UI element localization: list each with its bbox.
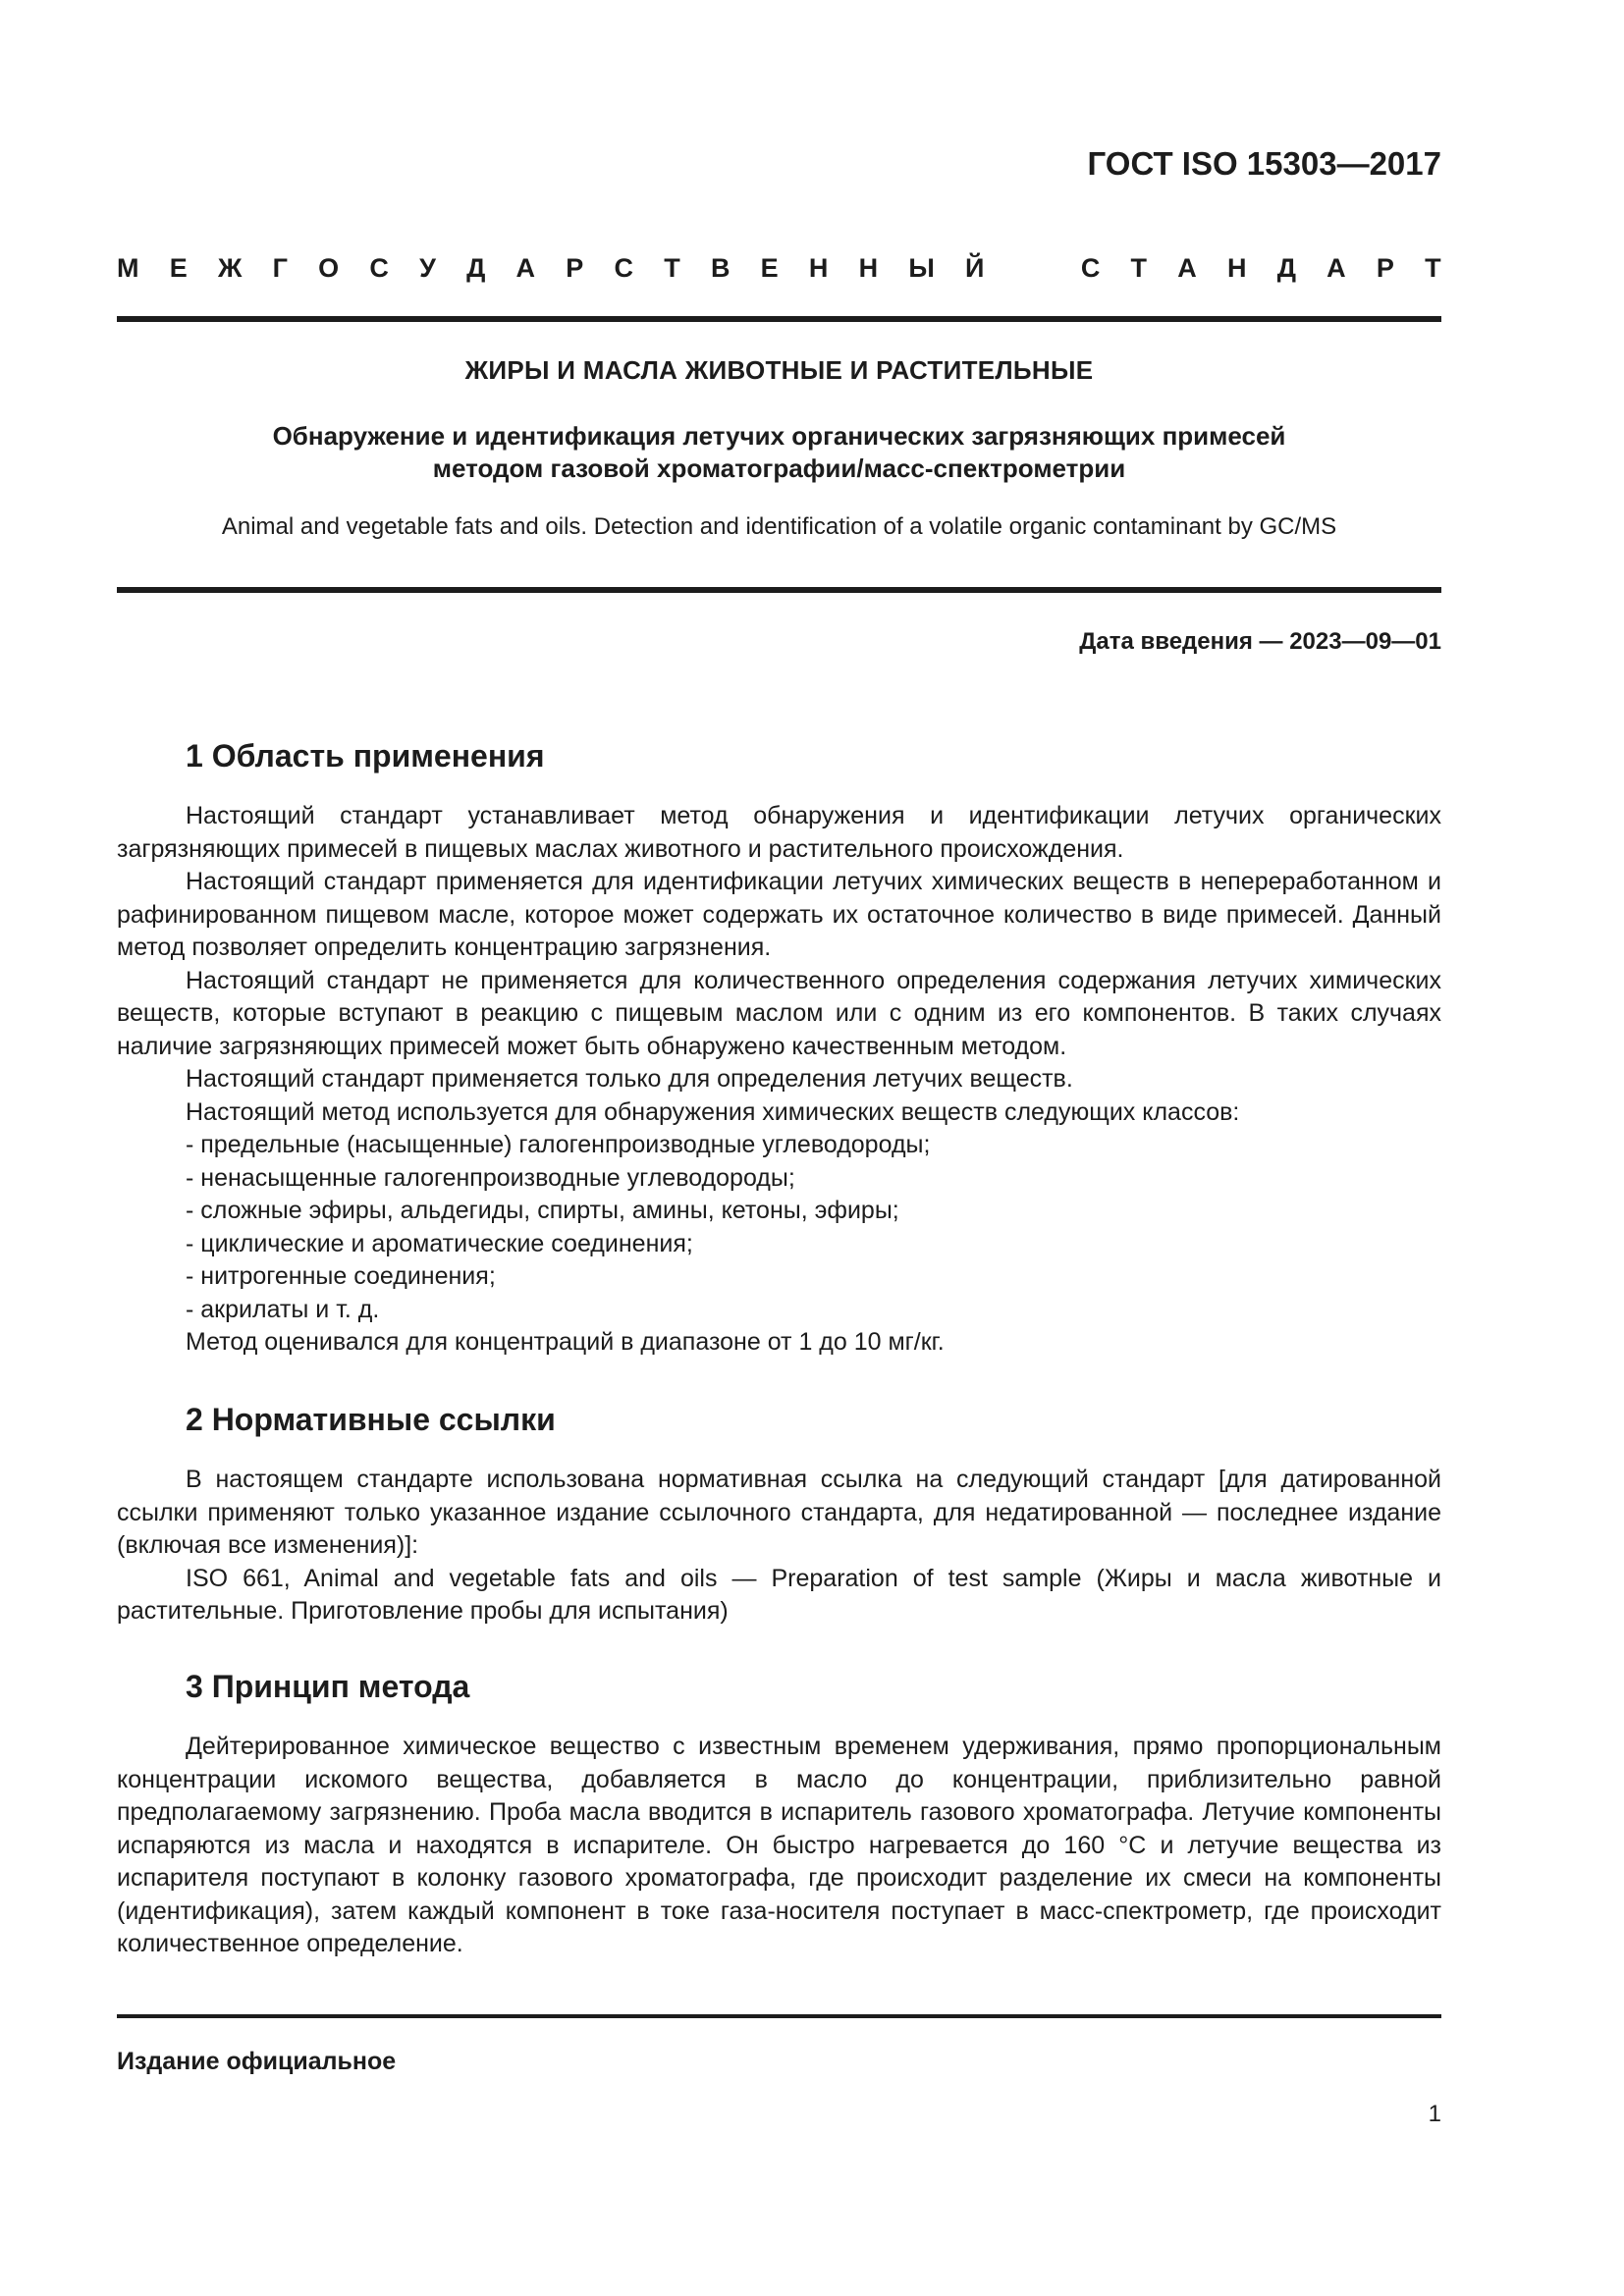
standard-type-letter: А xyxy=(515,253,536,283)
paragraph: Настоящий стандарт не применяется для количественного определения содержания летучих химических веществ, которые вступают в реакцию с пищевым маслом или с одним из его компонентов. В таких случаях наличие загрязняющих примесей может быть обнаружено качественным методом. xyxy=(117,966,1441,1060)
standard-type-letter: Т xyxy=(1130,253,1148,283)
standard-type-heading xyxy=(117,253,1441,284)
official-edition-label: Издание официальное xyxy=(117,2048,397,2075)
document-code: ГОСТ ISO 15303—2017 xyxy=(1087,145,1441,182)
section-3-heading: 3 Принцип метода xyxy=(186,1669,470,1704)
paragraph: Настоящий метод используется для обнаружения химических веществ следующих классов: xyxy=(186,1097,1240,1126)
paragraph: В настоящем стандарте использована нормативная ссылка на следующий стандарт [для датированной ссылки применяют только указанное издание ссылочного стандарта, для недатированной — последнее издание (включая все изменения)]: xyxy=(117,1466,1441,1559)
standard-type-letter: С xyxy=(1080,253,1101,283)
list-item: - сложные эфиры, альдегиды, спирты, амины, кетоны, эфиры; xyxy=(186,1197,899,1224)
standard-type-letter: Г xyxy=(272,253,288,283)
standard-type-letter: Й xyxy=(964,253,985,283)
standard-type-letter: А xyxy=(1177,253,1197,283)
list-item: - ненасыщенные галогенпроизводные углеводороды; xyxy=(186,1163,795,1192)
paragraph: Настоящий стандарт устанавливает метод обнаружения и идентификации летучих органических загрязняющих примесей в пищевых маслах животного и растительного происхождения. xyxy=(117,802,1441,863)
standard-type-letter: Ы xyxy=(908,253,935,283)
list-item: - предельные (насыщенные) галогенпроизводные углеводороды; xyxy=(186,1131,931,1158)
standard-type-letter: М xyxy=(117,253,139,283)
list-item: - нитрогенные соединения; xyxy=(186,1262,496,1290)
paragraph: Дейтерированное химическое вещество с известным временем удерживания, прямо пропорциональным концентрации искомого вещества, добавляется в масло до концентрации, приблизительно равной предполагаемому загрязнению. Проба масла вводится в испаритель газового хроматографа. Летучие компоненты испаряются из масла и находятся в испарителе. Он быстро нагревается до 160 °С и летучие вещества из испарителя поступают в колонку газового хроматографа, где происходит разделение их смеси на компоненты (идентификация), затем каждый компонент в токе газа-носителя поступает в масс-спектрометр, где происходит количественное определение. xyxy=(117,1733,1441,1957)
section-1-body xyxy=(117,800,1441,1360)
standard-type-letter: Н xyxy=(808,253,829,283)
list-item: - акрилаты и т. д. xyxy=(186,1295,380,1323)
standard-type-letter: Ж xyxy=(217,253,243,283)
page-number: 1 xyxy=(1428,2101,1441,2127)
standard-type-letter: Д xyxy=(466,253,486,283)
section-2-body xyxy=(117,1464,1441,1629)
standard-type-letter: В xyxy=(710,253,731,283)
subtitle-line: Обнаружение и идентификация летучих органических загрязняющих примесей xyxy=(272,421,1286,451)
standard-type-letter: О xyxy=(318,253,340,283)
subtitle-line: методом газовой хроматографии/масс-спектрометрии xyxy=(432,454,1126,483)
standard-type-letter: Д xyxy=(1276,253,1296,283)
introduction-date: Дата введения — 2023—09—01 xyxy=(1079,628,1441,655)
main-title: ЖИРЫ И МАСЛА ЖИВОТНЫЕ И РАСТИТЕЛЬНЫЕ xyxy=(464,355,1094,385)
standard-type-letter: С xyxy=(369,253,389,283)
paragraph: Настоящий стандарт применяется только для определения летучих веществ. xyxy=(186,1065,1073,1093)
standard-type-letter: Р xyxy=(1376,253,1394,283)
standard-type-letter: Н xyxy=(1226,253,1247,283)
standard-type-letter: Е xyxy=(760,253,779,283)
paragraph: ISO 661, Animal and vegetable fats and oils — Preparation of test sample (Жиры и масла животные и растительные. Приготовление пробы для испытания) xyxy=(117,1564,1441,1625)
section-1-heading: 1 Область применения xyxy=(186,738,545,774)
standard-type-letter: Н xyxy=(858,253,879,283)
subtitle xyxy=(117,420,1441,485)
list-item: - циклические и ароматические соединения; xyxy=(186,1229,693,1257)
standard-type-letter: Р xyxy=(566,253,584,283)
standard-type-letter: Т xyxy=(1425,253,1441,283)
standard-type-letter: С xyxy=(614,253,633,283)
footer-divider xyxy=(117,2014,1441,2018)
standard-type-letter: Е xyxy=(169,253,188,283)
standard-type-letter: А xyxy=(1326,253,1346,283)
standard-type-letter: Т xyxy=(664,253,680,283)
word-gap xyxy=(1015,253,1051,284)
english-title: Animal and vegetable fats and oils. Detection and identification of a volatile organic contaminant by GC/MS xyxy=(221,513,1337,540)
paragraph: Настоящий стандарт применяется для идентификации летучих химических веществ в непереработанном и рафинированном пищевом масле, которое может содержать их остаточное количество в виде примесей. Данный метод позволяет определить концентрацию загрязнения. xyxy=(117,868,1441,961)
paragraph: Метод оценивался для концентраций в диапазоне от 1 до 10 мг/кг. xyxy=(186,1328,945,1356)
header-divider xyxy=(117,316,1441,322)
section-3-body xyxy=(117,1731,1441,1961)
section-2-heading: 2 Нормативные ссылки xyxy=(186,1402,556,1437)
standard-type-letter: У xyxy=(419,253,436,283)
title-divider xyxy=(117,587,1441,593)
